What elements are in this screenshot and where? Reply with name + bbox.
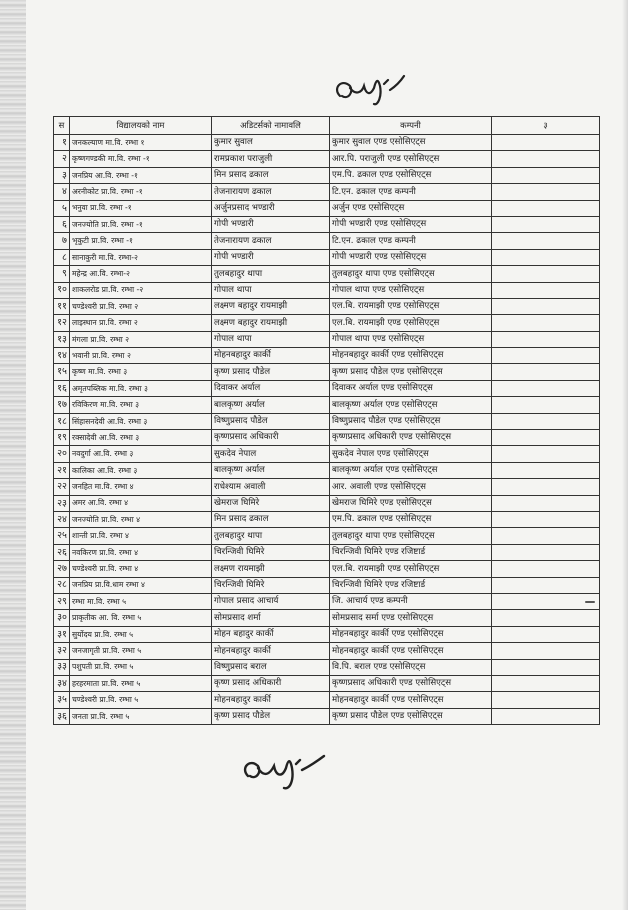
cell-school: जनप्रिय आ.वि. रम्भा -१ — [70, 167, 212, 183]
cell-school: कालिका आ.वि. रम्भा ३ — [70, 462, 212, 478]
cell-auditor: मिन प्रसाद ढकाल — [212, 511, 330, 527]
cell-school: महेन्द्र आ.वि. रम्भा-२ — [70, 266, 212, 282]
cell-company: खेमराज घिमिरे एण्ड एसोसिएट्स — [330, 495, 492, 511]
table-row — [54, 692, 600, 708]
cell-serial: १९ — [54, 430, 70, 446]
cell-school: नवकिरण प्रा.वि. रम्भा ४ — [70, 544, 212, 560]
cell-serial: १ — [54, 135, 70, 151]
cell-auditor: लक्ष्मण रायमाझी — [212, 561, 330, 577]
cell-extra — [492, 397, 600, 413]
table-row — [54, 249, 600, 265]
cell-serial: १३ — [54, 331, 70, 347]
cell-extra — [492, 462, 600, 478]
cell-auditor: अर्जुनप्रसाद भण्डारी — [212, 200, 330, 216]
cell-auditor: गोपी भण्डारी — [212, 249, 330, 265]
cell-serial: २५ — [54, 528, 70, 544]
table-row — [54, 167, 600, 183]
cell-auditor: चिरन्जिवी घिमिरे — [212, 544, 330, 560]
cell-serial: १५ — [54, 364, 70, 380]
cell-school: जनकल्याण मा.वि. रम्भा १ — [70, 135, 212, 151]
cell-company: गोपाल थापा एण्ड एसोसिएट्स — [330, 331, 492, 347]
table-body — [54, 135, 600, 725]
cell-school: शान्ती प्रा.वि. रम्भा ४ — [70, 528, 212, 544]
table-row — [54, 495, 600, 511]
cell-serial: ५ — [54, 200, 70, 216]
cell-auditor: दिवाकर अर्याल — [212, 380, 330, 396]
cell-extra — [492, 708, 600, 724]
cell-auditor: गोपाल थापा — [212, 282, 330, 298]
table-row — [54, 216, 600, 232]
cell-auditor: गोपी भण्डारी — [212, 216, 330, 232]
cell-company: एल.बि. रायमाझी एण्ड एसोसिएट्स — [330, 298, 492, 314]
cell-auditor: मोहनबहादुर कार्की — [212, 692, 330, 708]
table-row — [54, 675, 600, 691]
table-row — [54, 528, 600, 544]
cell-company: कृष्ण प्रसाद पौडेल एण्ड एसोसिएट्स — [330, 364, 492, 380]
cell-auditor: विष्णुप्रसाद बराल — [212, 659, 330, 675]
cell-serial: १० — [54, 282, 70, 298]
cell-company: दिवाकर अर्याल एण्ड एसोसिएट्स — [330, 380, 492, 396]
cell-school: भवानी प्रा.वि. रम्भा २ — [70, 348, 212, 364]
cell-serial: १२ — [54, 315, 70, 331]
cell-auditor: कुमार सुवाल — [212, 135, 330, 151]
cell-auditor: कृष्ण प्रसाद पौडेल — [212, 708, 330, 724]
cell-company: जि. आचार्य एण्ड कम्पनी — [330, 593, 492, 609]
cell-school: रविकिरण मा.वि. रम्भा ३ — [70, 397, 212, 413]
cell-auditor: खेमराज घिमिरे — [212, 495, 330, 511]
cell-company: विष्णुप्रसाद पौडेल एण्ड एसोसिएट्स — [330, 413, 492, 429]
cell-extra — [492, 315, 600, 331]
cell-school: सुर्योदय प्रा.वि. रम्भा ५ — [70, 626, 212, 642]
cell-company: सोमप्रसाद सर्मा एण्ड एसोसिएट्स — [330, 610, 492, 626]
cell-extra — [492, 692, 600, 708]
cell-company: बालकृष्ण अर्याल एण्ड एसोसिएट्स — [330, 462, 492, 478]
cell-extra — [492, 282, 600, 298]
cell-school: पशुपती प्रा.वि. रम्भा ५ — [70, 659, 212, 675]
cell-extra — [492, 479, 600, 495]
cell-school: जनहित मा.वि. रम्भा ४ — [70, 479, 212, 495]
cell-company: तुलबहादुर थापा एण्ड एसोसिएट्स — [330, 528, 492, 544]
cell-company: वि.पि. बराल एण्ड एसोसिएट्स — [330, 659, 492, 675]
cell-extra — [492, 233, 600, 249]
cell-auditor: तुलबहादुर थापा — [212, 266, 330, 282]
table-row — [54, 446, 600, 462]
cell-serial: १७ — [54, 397, 70, 413]
cell-extra — [492, 561, 600, 577]
cell-school: रक्सादेवी आ.वि. रम्भा ३ — [70, 430, 212, 446]
cell-auditor: सोमप्रसाद शर्मा — [212, 610, 330, 626]
cell-school: कृष्ण मा.वि. रम्भा ३ — [70, 364, 212, 380]
cell-school: जनता प्रा.वि. रम्भा ५ — [70, 708, 212, 724]
cell-extra — [492, 167, 600, 183]
cell-company: कृष्णप्रसाद अधिकारी एण्ड एसोसिएट्स — [330, 430, 492, 446]
cell-company: आर. अवाली एण्ड एसोसिएट्स — [330, 479, 492, 495]
header-school: विद्यालयको नाम — [70, 117, 212, 135]
cell-serial: ३३ — [54, 659, 70, 675]
cell-school: रम्भा मा.वि. रम्भा ५ — [70, 593, 212, 609]
cell-auditor: मिन प्रसाद ढकाल — [212, 167, 330, 183]
cell-serial: २ — [54, 151, 70, 167]
cell-extra — [492, 380, 600, 396]
table-row — [54, 659, 600, 675]
scan-shadow-edge-right — [622, 0, 628, 910]
table-row — [54, 266, 600, 282]
table-row — [54, 364, 600, 380]
cell-auditor: विष्णुप्रसाद पौडेल — [212, 413, 330, 429]
table-row — [54, 626, 600, 642]
cell-company: बालकृष्ण अर्याल एण्ड एसोसिएट्स — [330, 397, 492, 413]
auditor-table-wrapper — [53, 116, 599, 725]
cell-auditor: तेजनारायण ढकाल — [212, 233, 330, 249]
cell-company: एल.बि. रायमाझी एण्ड एसोसिएट्स — [330, 561, 492, 577]
cell-company: कृष्ण प्रसाद पौडेल एण्ड एसोसिएट्स — [330, 708, 492, 724]
cell-auditor: तुलबहादुर थापा — [212, 528, 330, 544]
cell-company: टि.एन. ढकाल एण्ड कम्पनी — [330, 233, 492, 249]
table-row — [54, 348, 600, 364]
table-row — [54, 135, 600, 151]
scan-shadow-edge — [0, 0, 26, 910]
table-row — [54, 184, 600, 200]
cell-serial: २६ — [54, 544, 70, 560]
cell-serial: ३४ — [54, 675, 70, 691]
cell-extra — [492, 528, 600, 544]
cell-extra — [492, 659, 600, 675]
cell-school: जनज्योति प्रा.वि. रम्भा -१ — [70, 216, 212, 232]
cell-extra — [492, 446, 600, 462]
table-row — [54, 708, 600, 724]
cell-auditor: बालकृष्ण अर्याल — [212, 462, 330, 478]
cell-school: अरनीकोट प्रा.वि. रम्भा -१ — [70, 184, 212, 200]
cell-extra — [492, 298, 600, 314]
cell-serial: ४ — [54, 184, 70, 200]
table-row — [54, 610, 600, 626]
table-row — [54, 380, 600, 396]
cell-auditor: बालकृष्ण अर्याल — [212, 397, 330, 413]
cell-extra — [492, 643, 600, 659]
cell-serial: २७ — [54, 561, 70, 577]
table-row — [54, 430, 600, 446]
cell-company: टि.एन. ढकाल एण्ड कम्पनी — [330, 184, 492, 200]
cell-auditor: मोहनबहादुर कार्की — [212, 348, 330, 364]
cell-school: चण्डेश्वरी प्रा.वि. रम्भा २ — [70, 298, 212, 314]
header-serial: स — [54, 117, 70, 135]
header-auditor: अडिटर्सको नामावलि — [212, 117, 330, 135]
table-row — [54, 282, 600, 298]
cell-extra — [492, 266, 600, 282]
cell-school: जनप्रिय प्रा.वि.धाम रम्भा ४ — [70, 577, 212, 593]
table-row — [54, 413, 600, 429]
cell-extra — [492, 348, 600, 364]
cell-serial: २२ — [54, 479, 70, 495]
cell-serial: ३५ — [54, 692, 70, 708]
cell-extra — [492, 151, 600, 167]
cell-school: अमृतपब्लिक मा.वि. रम्भा ३ — [70, 380, 212, 396]
cell-serial: ३२ — [54, 643, 70, 659]
cell-company: गोपी भण्डारी एण्ड एसोसिएट्स — [330, 216, 492, 232]
cell-extra — [492, 511, 600, 527]
cell-auditor: कृष्णप्रसाद अधिकारी — [212, 430, 330, 446]
cell-serial: ७ — [54, 233, 70, 249]
cell-company: मोहनबहादुर कार्की एण्ड एसोसिएट्स — [330, 692, 492, 708]
cell-serial: २९ — [54, 593, 70, 609]
cell-company: मोहनबहादुर कार्की एण्ड एसोसिएट्स — [330, 348, 492, 364]
cell-company: एम.पि. ढकाल एण्ड एसोसिएट्स — [330, 167, 492, 183]
cell-serial: १८ — [54, 413, 70, 429]
cell-company: अर्जुन एण्ड एसोसिएट्स — [330, 200, 492, 216]
cell-extra — [492, 495, 600, 511]
cell-school: जनजागृती प्रा.वि. रम्भा ५ — [70, 643, 212, 659]
cell-auditor: लक्ष्मण बहादुर रायमाझी — [212, 298, 330, 314]
cell-school: कृष्णगण्डकी मा.वि. रम्भा -१ — [70, 151, 212, 167]
scan-speck — [585, 601, 595, 603]
table-row — [54, 397, 600, 413]
cell-extra — [492, 610, 600, 626]
signature-top — [330, 66, 410, 110]
signature-bottom — [236, 748, 336, 796]
cell-school: भृकुटी प्रा.वि. रम्भा -१ — [70, 233, 212, 249]
cell-serial: ३ — [54, 167, 70, 183]
cell-auditor: तेजनारायण ढकाल — [212, 184, 330, 200]
cell-extra — [492, 364, 600, 380]
cell-school: मंगला प्रा.वि. रम्भा २ — [70, 331, 212, 347]
cell-school: शाकलरोड प्रा.वि. रम्भा -२ — [70, 282, 212, 298]
cell-company: एम.पि. ढकाल एण्ड एसोसिएट्स — [330, 511, 492, 527]
cell-serial: ८ — [54, 249, 70, 265]
cell-company: सुकदेव नेपाल एण्ड एसोसिएट्स — [330, 446, 492, 462]
table-row — [54, 544, 600, 560]
cell-school: हरहरमाता प्रा.वि. रम्भा ५ — [70, 675, 212, 691]
table-row — [54, 593, 600, 609]
cell-auditor: गोपाल थापा — [212, 331, 330, 347]
cell-company: गोपाल थापा एण्ड एसोसिएट्स — [330, 282, 492, 298]
cell-serial: १४ — [54, 348, 70, 364]
cell-company: आर.पि. पराजुली एण्ड एसोसिएट्स — [330, 151, 492, 167]
table-row — [54, 315, 600, 331]
cell-company: तुलबहादुर थापा एण्ड एसोसिएट्स — [330, 266, 492, 282]
cell-auditor: कृष्ण प्रसाद पौडेल — [212, 364, 330, 380]
header-company: कम्पनी — [330, 117, 492, 135]
cell-school: चण्डेश्वरी प्रा.वि. रम्भा ५ — [70, 692, 212, 708]
table-row — [54, 200, 600, 216]
table-row — [54, 479, 600, 495]
cell-extra — [492, 675, 600, 691]
cell-company: एल.बि. रायमाझी एण्ड एसोसिएट्स — [330, 315, 492, 331]
cell-auditor: मोहन बहादुर कार्की — [212, 626, 330, 642]
cell-extra — [492, 413, 600, 429]
cell-serial: ३० — [54, 610, 70, 626]
table-header-row — [54, 117, 600, 135]
cell-school: सिंहासनदेवी आ.वि. रम्भा ३ — [70, 413, 212, 429]
table-row — [54, 577, 600, 593]
cell-serial: २० — [54, 446, 70, 462]
cell-serial: ६ — [54, 216, 70, 232]
table-row — [54, 331, 600, 347]
cell-serial: ११ — [54, 298, 70, 314]
cell-extra — [492, 200, 600, 216]
cell-company: कुमार सुवाल एण्ड एसोसिएट्स — [330, 135, 492, 151]
table-row — [54, 561, 600, 577]
cell-company: कृष्णप्रसाद अधिकारी एण्ड एसोसिएट्स — [330, 675, 492, 691]
cell-auditor: मोहनबहादुर कार्की — [212, 643, 330, 659]
cell-company: चिरन्जिवी घिमिरे एण्ड रजिष्टार्ड — [330, 544, 492, 560]
header-extra: ३ — [492, 117, 600, 135]
cell-school: नवदुर्गा आ.वि. रम्भा ३ — [70, 446, 212, 462]
cell-extra — [492, 544, 600, 560]
cell-serial: २४ — [54, 511, 70, 527]
table-row — [54, 643, 600, 659]
cell-serial: १६ — [54, 380, 70, 396]
cell-company: मोहनबहादुर कार्की एण्ड एसोसिएट्स — [330, 626, 492, 642]
cell-school: प्राकृतीक आ. वि. रम्भा ५ — [70, 610, 212, 626]
cell-auditor: राधेश्याम अवाली — [212, 479, 330, 495]
cell-auditor: गोपाल प्रसाद आचार्य — [212, 593, 330, 609]
cell-school: अमर आ.वि. रम्भा ४ — [70, 495, 212, 511]
table-row — [54, 151, 600, 167]
cell-serial: ३१ — [54, 626, 70, 642]
cell-serial: ३६ — [54, 708, 70, 724]
cell-extra — [492, 626, 600, 642]
cell-extra — [492, 577, 600, 593]
cell-auditor: कृष्ण प्रसाद अधिकारी — [212, 675, 330, 691]
cell-school: भनुवा प्रा.वि. रम्भा -१ — [70, 200, 212, 216]
table-row — [54, 233, 600, 249]
cell-school: चण्डेश्वरी प्रा.वि. रम्भा ४ — [70, 561, 212, 577]
cell-extra — [492, 331, 600, 347]
cell-serial: २१ — [54, 462, 70, 478]
cell-school: सानाकुरी मा.वि. रम्भा-२ — [70, 249, 212, 265]
cell-extra — [492, 184, 600, 200]
cell-school: लाइस्थान प्रा.वि. रम्भा २ — [70, 315, 212, 331]
cell-extra — [492, 135, 600, 151]
cell-serial: २८ — [54, 577, 70, 593]
cell-company: गोपी भण्डारी एण्ड एसोसिएट्स — [330, 249, 492, 265]
cell-extra — [492, 216, 600, 232]
cell-extra — [492, 430, 600, 446]
table-row — [54, 298, 600, 314]
cell-serial: ९ — [54, 266, 70, 282]
cell-company: चिरन्जिवी घिमिरे एण्ड रजिष्टार्ड — [330, 577, 492, 593]
cell-extra — [492, 593, 600, 609]
cell-auditor: रामप्रकाश पराजुली — [212, 151, 330, 167]
cell-auditor: सुकदेव नेपाल — [212, 446, 330, 462]
table-row — [54, 462, 600, 478]
cell-extra — [492, 249, 600, 265]
cell-company: मोहनबहादुर कार्की एण्ड एसोसिएट्स — [330, 643, 492, 659]
cell-school: जनज्योति प्रा.वि. रम्भा ४ — [70, 511, 212, 527]
auditor-table — [53, 116, 600, 725]
table-row — [54, 511, 600, 527]
cell-auditor: लक्ष्मण बहादुर रायमाझी — [212, 315, 330, 331]
cell-serial: २३ — [54, 495, 70, 511]
cell-auditor: चिरन्जिवी घिमिरे — [212, 577, 330, 593]
